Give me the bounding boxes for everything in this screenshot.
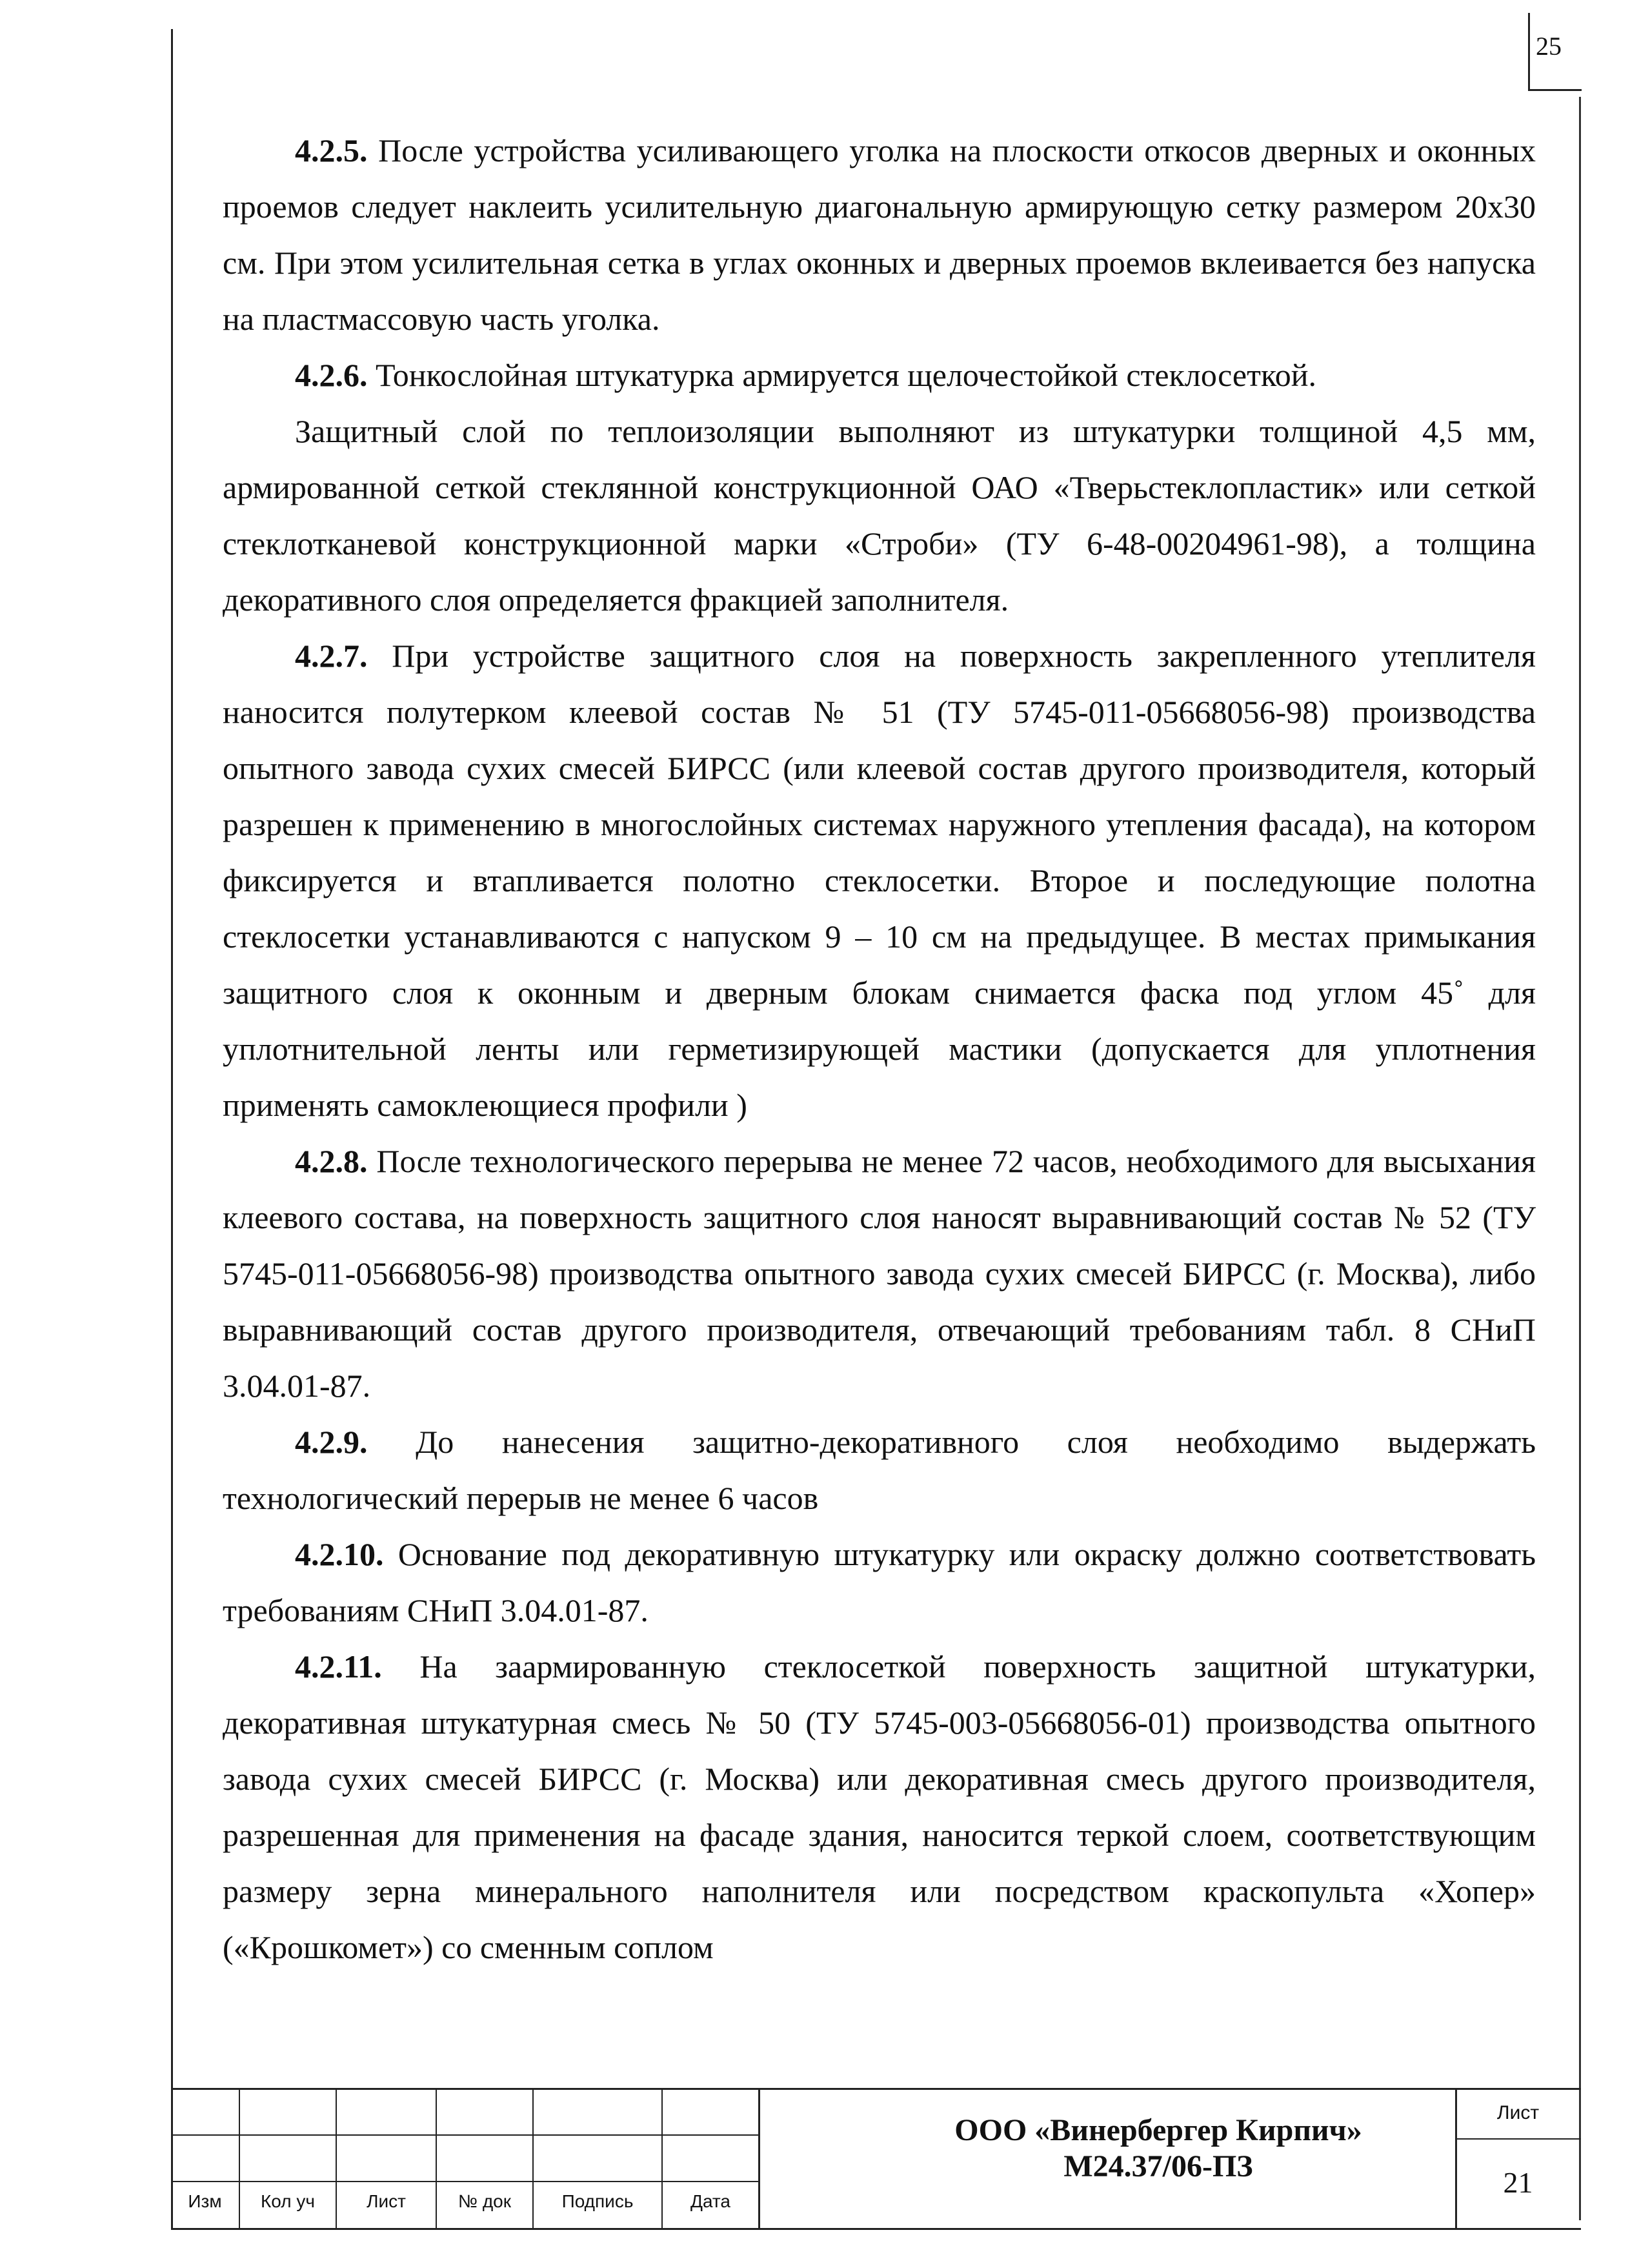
paragraph-4-2-10: [223, 1526, 1536, 1639]
clause-number: 4.2.11.: [295, 1648, 382, 1685]
paragraph-text: Защитный слой по теплоизоляции выполняют из штукатурки толщиной 4,5 мм, армированной сеткой стеклянной конструкционной ОАО «Тверьстеклопластик» или сеткой стеклотканевой конструкционной марки «Строби» (ТУ 6-48-00204961-98), а толщина декоративного слоя определяется фракцией заполнителя.: [223, 413, 1536, 618]
title-block-col-line: [758, 2088, 760, 2230]
column-label-list: Лист: [367, 2191, 406, 2211]
title-block: [171, 2088, 1581, 2230]
column-label-date: Дата: [690, 2191, 730, 2211]
paragraph-text: На заармированную стеклосеткой поверхность защитной штукатурки, декоративная штукатурная смесь № 50 (ТУ 5745-003-05668056-01) производства опытного завода сухих смесей БИРСС (г. Москва) или декоративная смесь другого производителя, разрешенная для применения на фасаде здания, наносится теркой слоем, соответствующим размеру зерна минерального наполнителя или посредством краскопульта «Хопер» («Крошкомет») со сменным соплом: [223, 1648, 1536, 1965]
clause-number: 4.2.9.: [295, 1424, 368, 1460]
column-label-doc-number: № док: [458, 2191, 511, 2211]
organization-block: [894, 2112, 1423, 2185]
clause-number: 4.2.5.: [295, 132, 368, 168]
frame-left-border: [171, 29, 173, 2230]
document-body: [223, 123, 1536, 1976]
sheet-cell-divider: [1455, 2138, 1581, 2140]
clause-number: 4.2.7.: [295, 638, 368, 674]
title-block-row-line: [171, 2181, 758, 2182]
title-block-top-line: [171, 2088, 1581, 2090]
paragraph-4-2-11: [223, 1639, 1536, 1976]
title-block-row-line: [171, 2134, 758, 2136]
paragraph-4-2-7: [223, 628, 1536, 1133]
sheet-label: Лист: [1496, 2102, 1540, 2123]
paragraph-4-2-5: [223, 123, 1536, 347]
column-label-kol-uch: Кол уч: [261, 2191, 315, 2211]
clause-number: 4.2.8.: [295, 1143, 368, 1179]
paragraph-text: При устройстве защитного слоя на поверхность закрепленного утеплителя наносится полутерком клеевой состав № 51 (ТУ 5745-011-05668056-98) производства опытного завода сухих смесей БИРСС (или клеевой состав другого производителя, который разрешен к применению в многослойных системах наружного утепления фасада), на котором фиксируется и втапливается полотно стеклосетки. Второе и последующие полотна стеклосетки устанавливаются с напуском 9 – 10 см на предыдущее. В местах примыкания защитного слоя к оконным и дверным блокам снимается фаска под углом 45˚ для уплотнительной ленты или герметизирующей мастики (допускается для уплотнения применять самоклеющиеся профили ): [223, 638, 1536, 1123]
column-label-izm: Изм: [188, 2191, 222, 2211]
paragraph-text: Тонкослойная штукатурка армируется щелочестойкой стеклосеткой.: [367, 357, 1316, 393]
paragraph-text: Основание под декоративную штукатурку или окраску должно соответствовать требованиям СНиП 3.04.01-87.: [223, 1536, 1536, 1628]
paragraph-4-2-6: [223, 347, 1536, 403]
paragraph-text: До нанесения защитно-декоративного слоя необходимо выдержать технологический перерыв не менее 6 часов: [223, 1424, 1536, 1516]
paragraph-4-2-9: [223, 1414, 1536, 1526]
paragraph-text: После устройства усиливающего уголка на плоскости откосов дверных и оконных проемов следует наклеить усилительную диагональную армирующую сетку размером 20х30 см. При этом усилительная сетка в углах оконных и дверных проемов вклеивается без напуска на пластмассовую часть уголка.: [223, 132, 1536, 337]
paragraph-4-2-8: [223, 1133, 1536, 1414]
organization-name: ООО «Винербергер Кирпич»: [954, 2113, 1362, 2147]
clause-number: 4.2.6.: [295, 357, 368, 393]
frame-right-border: [1579, 97, 1581, 2220]
clause-number: 4.2.10.: [295, 1536, 384, 1572]
document-code: М24.37/06-ПЗ: [1063, 2149, 1253, 2183]
paragraph-text: После технологического перерыва не менее 72 часов, необходимого для высыхания клеевого состава, на поверхность защитного слоя наносят выравнивающий состав № 52 (ТУ 5745-011-05668056-98) производства опытного завода сухих смесей БИРСС (г. Москва), либо выравнивающий состав другого производителя, отвечающий требованиям табл. 8 СНиП 3.04.01-87.: [223, 1143, 1536, 1404]
paragraph-protective-layer: [223, 403, 1536, 628]
sheet-number: 21: [1503, 2166, 1533, 2199]
page-number-top: 25: [1536, 32, 1562, 61]
column-label-signature: Подпись: [561, 2191, 634, 2211]
